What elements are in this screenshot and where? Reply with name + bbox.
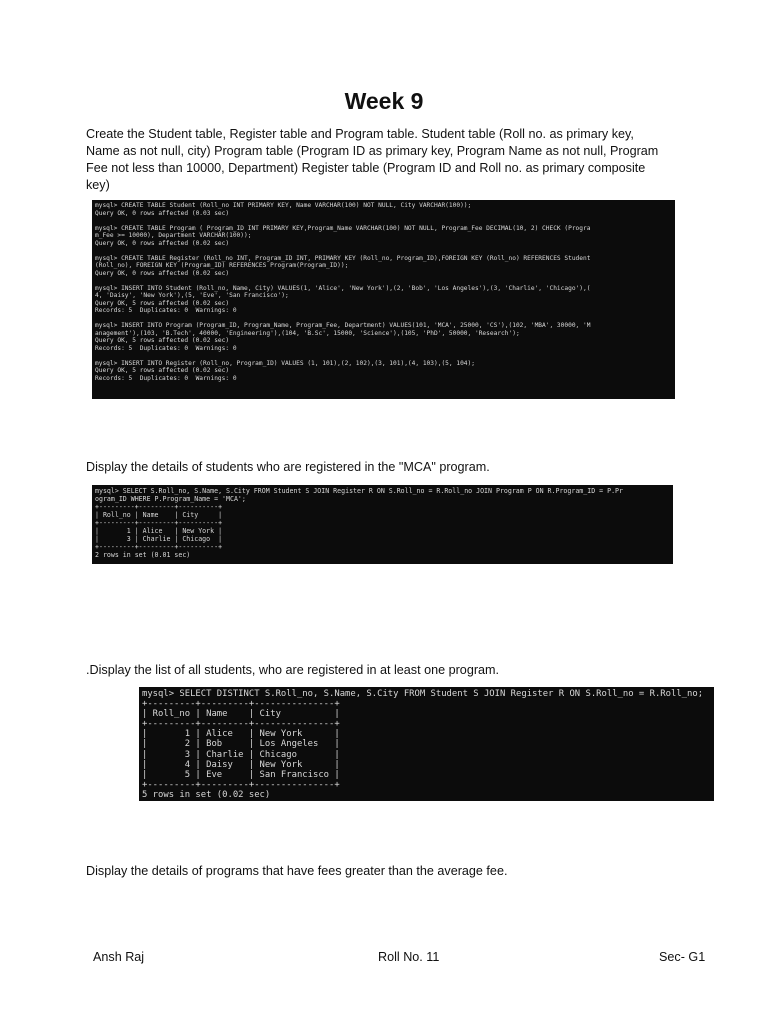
terminal-line: Query OK, 5 rows affected (0.02 sec) [95,337,230,344]
terminal-line: m_Fee >= 10000), Department VARCHAR(100)); [95,232,252,239]
assignment-description: Create the Student table, Register table and Program table. Student table (Roll no. as primary key, Name as not null, city) Program table (Program ID as primary key, Program Name as not null, Program Fee not less than 10000, Department) Register table (Program ID and Roll no. as primary composite key) [86,127,659,192]
terminal-line: | 3 | Charlie | Chicago | [142,749,340,760]
terminal-line: 2 rows in set (0.01 sec) [95,551,191,559]
terminal-line: mysql> INSERT INTO Student (Roll_no, Name, City) VALUES(1, 'Alice', 'New York'),(2, 'Bob', 'Los Angeles'),(3, 'Charlie', 'Chicago'),( [95,284,591,292]
terminal-line [95,277,672,285]
terminal-line: ogram_ID WHERE P.Program_Name = 'MCA'; [95,495,246,503]
question-programs-above-average: Display the details of programs that have fees greater than the average fee. [86,864,508,878]
footer-roll-number: Roll No. 11 [378,950,440,964]
terminal-line: mysql> CREATE TABLE Student (Roll_no INT PRIMARY KEY, Name VARCHAR(100) NOT NULL, City VARCHAR(100)); [95,202,472,209]
terminal-line: +---------+---------+---------------+ [142,779,340,790]
terminal-line: Query OK, 0 rows affected (0.02 sec) [95,239,230,247]
terminal-line: (Roll_no), FOREIGN KEY (Program_ID) REFERENCES Program(Program_ID)); [95,262,349,269]
terminal-line: +---------+---------+----------+ [95,543,223,551]
terminal-line: | Roll_no | Name | City | [95,511,223,519]
terminal-line: Records: 5 Duplicates: 0 Warnings: 0 [95,344,237,352]
terminal-line: +---------+---------+---------------+ [142,699,340,710]
terminal-line: | 5 | Eve | San Francisco | [142,769,340,780]
terminal-line: mysql> INSERT INTO Program (Program_ID, Program_Name, Program_Fee, Department) VALUES(101, 'MCA', 25000, 'CS'),(102, 'MBA', 30000, 'M [95,322,591,329]
terminal-line: mysql> CREATE TABLE Program ( Program_ID INT PRIMARY KEY,Program_Name VARCHAR(100) NOT NULL, Program_Fee DECIMAL(10, 2) CHECK (Progra [95,224,591,232]
terminal-line: | Roll_no | Name | City | [142,709,340,720]
terminal-distinct-query [139,687,714,801]
terminal-line: +---------+---------+----------+ [95,519,223,527]
terminal-line: | 1 | Alice | New York | [142,729,340,740]
question-mca-students: Display the details of students who are registered in the "MCA" program. [86,460,490,474]
question-registered-students: .Display the list of all students, who are registered in at least one program. [86,663,500,677]
terminal-line: mysql> CREATE TABLE Register (Roll_no INT, Program_ID INT, PRIMARY KEY (Roll_no, Program_ID),FOREIGN KEY (Roll_no) REFERENCES Student [95,254,591,262]
terminal-line: 5 rows in set (0.02 sec) [142,789,271,800]
terminal-line [95,315,672,323]
terminal-line: | 4 | Daisy | New York | [142,759,340,770]
terminal-line: 4, 'Daisy', 'New York'),(5, 'Eve', 'San Francisco'); [95,292,289,299]
terminal-line: anagement'),(103, 'B.Tech', 40000, 'Engineering'),(104, 'B.Sc', 15000, 'Science'),(105, 'PhD', 50000, 'Research'); [95,329,520,337]
terminal-line [95,247,672,255]
terminal-line: Query OK, 0 rows affected (0.02 sec) [95,269,230,277]
page-title: Week 9 [344,88,424,114]
terminal-line: +---------+---------+---------------+ [142,719,340,730]
terminal-line: | 2 | Bob | Los Angeles | [142,739,340,750]
terminal-line: Query OK, 0 rows affected (0.03 sec) [95,209,230,217]
terminal-line [95,352,672,360]
terminal-line: | 1 | Alice | New York | [95,527,223,535]
terminal-create-insert [92,200,675,399]
terminal-line [95,217,672,225]
terminal-line: | 3 | Charlie | Chicago | [95,535,223,543]
terminal-line: Records: 5 Duplicates: 0 Warnings: 0 [95,307,237,314]
terminal-line: mysql> SELECT DISTINCT S.Roll_no, S.Name, S.City FROM Student S JOIN Register R ON S.Roll_no = R.Roll_no; [142,689,704,699]
terminal-line: mysql> INSERT INTO Register (Roll_no, Program_ID) VALUES (1, 101),(2, 102),(3, 101),(4, 103),(5, 104); [95,359,475,367]
terminal-mca-query [92,485,673,564]
terminal-line: Query OK, 5 rows affected (0.02 sec) [95,367,230,374]
terminal-line: Records: 5 Duplicates: 0 Warnings: 0 [95,374,237,382]
footer-section: Sec- G1 [659,950,706,964]
terminal-line: mysql> SELECT S.Roll_no, S.Name, S.City FROM Student S JOIN Register R ON S.Roll_no = R.Roll_no JOIN Program P ON R.Program_ID = P.Pr [95,487,623,495]
footer-name: Ansh Raj [93,950,145,964]
terminal-line: Query OK, 5 rows affected (0.02 sec) [95,299,230,307]
terminal-line: +---------+---------+----------+ [95,503,223,511]
